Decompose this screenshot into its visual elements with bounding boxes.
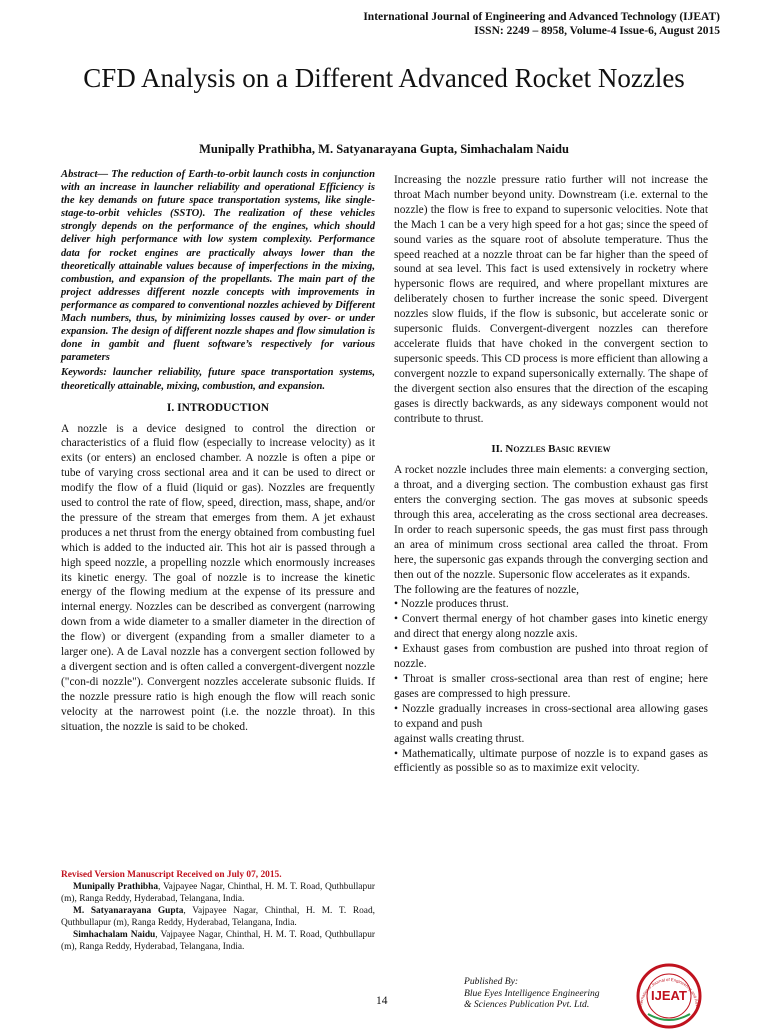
ijeat-logo [620, 956, 718, 1030]
author-name: M. Satyanarayana Gupta [73, 906, 184, 916]
publisher-name: Blue Eyes Intelligence Engineering [464, 987, 600, 999]
publisher-company: & Sciences Publication Pvt. Ltd. [464, 999, 590, 1010]
paper-authors: Munipally Prathibha, M. Satyanarayana Gupta, Simhachalam Naidu [199, 142, 569, 156]
feature-bullet: • Throat is smaller cross-sectional area than rest of engine; here gases are compressed to high pressure. [394, 673, 708, 700]
features-intro: The following are the features of nozzle, [394, 583, 580, 596]
logo-text: IJEAT [651, 988, 687, 1003]
publisher-info [464, 976, 600, 1011]
author-name: Munipally Prathibha [73, 882, 159, 892]
author-affiliation [61, 929, 375, 953]
author-footnote [61, 869, 375, 953]
abstract: Abstract— The reduction of Earth-to-orbit launch costs in conjunction with an increase in launcher reliability and operational Efficiency is the key demands on future space transportation systems, like single-stage-to-orbit vehicles (SSTO). The realization of these vehicles strongly depends on the performance of the engines, which should deliver high performance with low system complexity. Performance data for rocket engines are practically always lower than the theoretically attainable values because of imperfections in the mixing, combustion, and expansion of the propellants. The main part of the project addresses different nozzle concepts with improvements in performance as compared to conventional nozzles achieved by Different Mach numbers, thus, by minimizing losses caused by over- or under expansion. The design of different nozzle shapes and flow simulation is done in gambit and fluent software’s respectively for various parameters [61, 169, 375, 364]
intro-continued-text: Increasing the nozzle pressure ratio further will not increase the throat Mach number beyond unity. Downstream (i.e. external to the nozzle) the flow is free to expand to supersonic velocities. Note that the Mach 1 can be a very high speed for a hot gas; since the speed of sound varies as the square root of absolute temperature. Thus the speed reached at a nozzle throat can be far higher than the speed of sound at sea level. This fact is used extensively in rocketry where hypersonic flows are required, and where propellant mixtures are deliberately chosen to further increase the sonic speed. Divergent nozzles slow fluids, if the flow is subsonic, but accelerate sonic or supersonic fluids. Convergent-divergent nozzles can therefore accelerate fluids that have choked in the convergent section to supersonic speeds. This CD process is more efficient than allowing a convergent nozzle to expand supersonically externally. The shape of the divergent section also ensures that the direction of the escaping gases is directly backwards, as any sideways component would not contribute to thrust. [394, 174, 708, 425]
introduction-text: A nozzle is a device designed to control the direction or characteristics of a fluid flow (especially to increase velocity) as it exits (or enters) an enclosed chamber. A nozzle is often a pipe or tube of varying cross sectional area and it can be used to direct or modify the flow of a fluid (liquid or gas). Nozzles are frequently used to control the rate of flow, speed, direction, mass, shape, and/or the pressure of the stream that emerges from them. A jet exhaust produces a net thrust from the energy obtained from combusting fuel which is added to the inducted air. This hot air is passed through a high speed nozzle, a propelling nozzle which enormously increases its kinetic energy. The goal of nozzle is to increase the kinetic energy of the flowing medium at the expense of its pressure and internal energy. Nozzles can be described as convergent (narrowing down from a wide diameter to a smaller diameter in the direction of the flow) or divergent (expanding from a smaller diameter to a larger one). A de Laval nozzle has a convergent section followed by a divergent section and is often called a convergent-divergent nozzle ("con-di nozzle"). Convergent nozzles accelerate subsonic fluids. If the nozzle pressure ratio is high enough the flow will reach sonic velocity at the narrowest point (i.e. the nozzle throat). In this situation, the nozzle is said to be choked. [61, 422, 375, 733]
section-heading-nozzle-review: II. Nozzles Basic review [491, 443, 611, 456]
logo-ring-text: International Journal of Engineering and Adva [637, 976, 701, 1009]
revised-notice: Revised Version Manuscript Received on July 07, 2015. [61, 870, 282, 880]
feature-bullet-continuation: against walls creating thrust. [394, 732, 525, 745]
journal-issn: ISSN: 2249 – 8958, Volume-4 Issue-6, August 2015 [474, 25, 720, 37]
feature-bullet: • Convert thermal energy of hot chamber gases into kinetic energy and direct that energy along nozzle axis. [394, 613, 708, 641]
author-affiliation [61, 881, 375, 905]
journal-header [363, 10, 720, 38]
page-number: 14 [376, 995, 388, 1007]
journal-name: International Journal of Engineering and Advanced Technology (IJEAT) [363, 11, 720, 23]
feature-bullet: • Mathematically, ultimate purpose of nozzle is to expand gases as efficiently as possible so as to maximize exit velocity. [394, 747, 708, 775]
feature-bullet: • Nozzle produces thrust. [394, 598, 509, 611]
feature-bullet: • Nozzle gradually increases in cross-sectional area allowing gases to expand and push [394, 702, 708, 730]
publisher-label: Published By: [464, 976, 519, 987]
feature-bullet: • Exhaust gases from combustion are pushed into throat region of nozzle. [394, 643, 708, 671]
nozzle-review-text: A rocket nozzle includes three main elements: a converging section, a throat, and a diverging section. The combustion exhaust gas first enters the converging section. The gas moves at subsonic speeds through this area, accelerating as the cross sectional area decreases. In order to reach supersonic speeds, the gas must first pass through an area of minimum cross sectional area called the throat. From here, the supersonic gas expands through the converging section and then out of the nozzle. Supersonic flow accelerates as it expands. [394, 464, 708, 581]
author-address: , Vajpayee Nagar, Chinthal, H. M. T. Road, Quthbullapur (m), Ranga Reddy, Hyderabad, Telangana, India. [61, 882, 376, 904]
author-affiliation [61, 905, 375, 929]
author-name: Simhachalam Naidu [73, 930, 156, 940]
author-address: , Vajpayee Nagar, Chinthal, H. M. T. Road, Quthbullapur (m), Ranga Reddy, Hyderabad, Telangana, India. [61, 906, 375, 928]
left-column [61, 168, 375, 735]
right-column [394, 173, 708, 776]
paper-title: CFD Analysis on a Different Advanced Rocket Nozzles [83, 63, 685, 93]
section-heading-introduction: I. INTRODUCTION [166, 401, 270, 414]
keywords: Keywords: launcher reliability, future space transportation systems, theoretically attainable, mixing, combustion, and expansion. [61, 367, 375, 392]
author-address: , Vajpayee Nagar, Chinthal, H. M. T. Road, Quthbullapur (m), Ranga Reddy, Hyderabad, Telangana, India. [61, 930, 376, 952]
